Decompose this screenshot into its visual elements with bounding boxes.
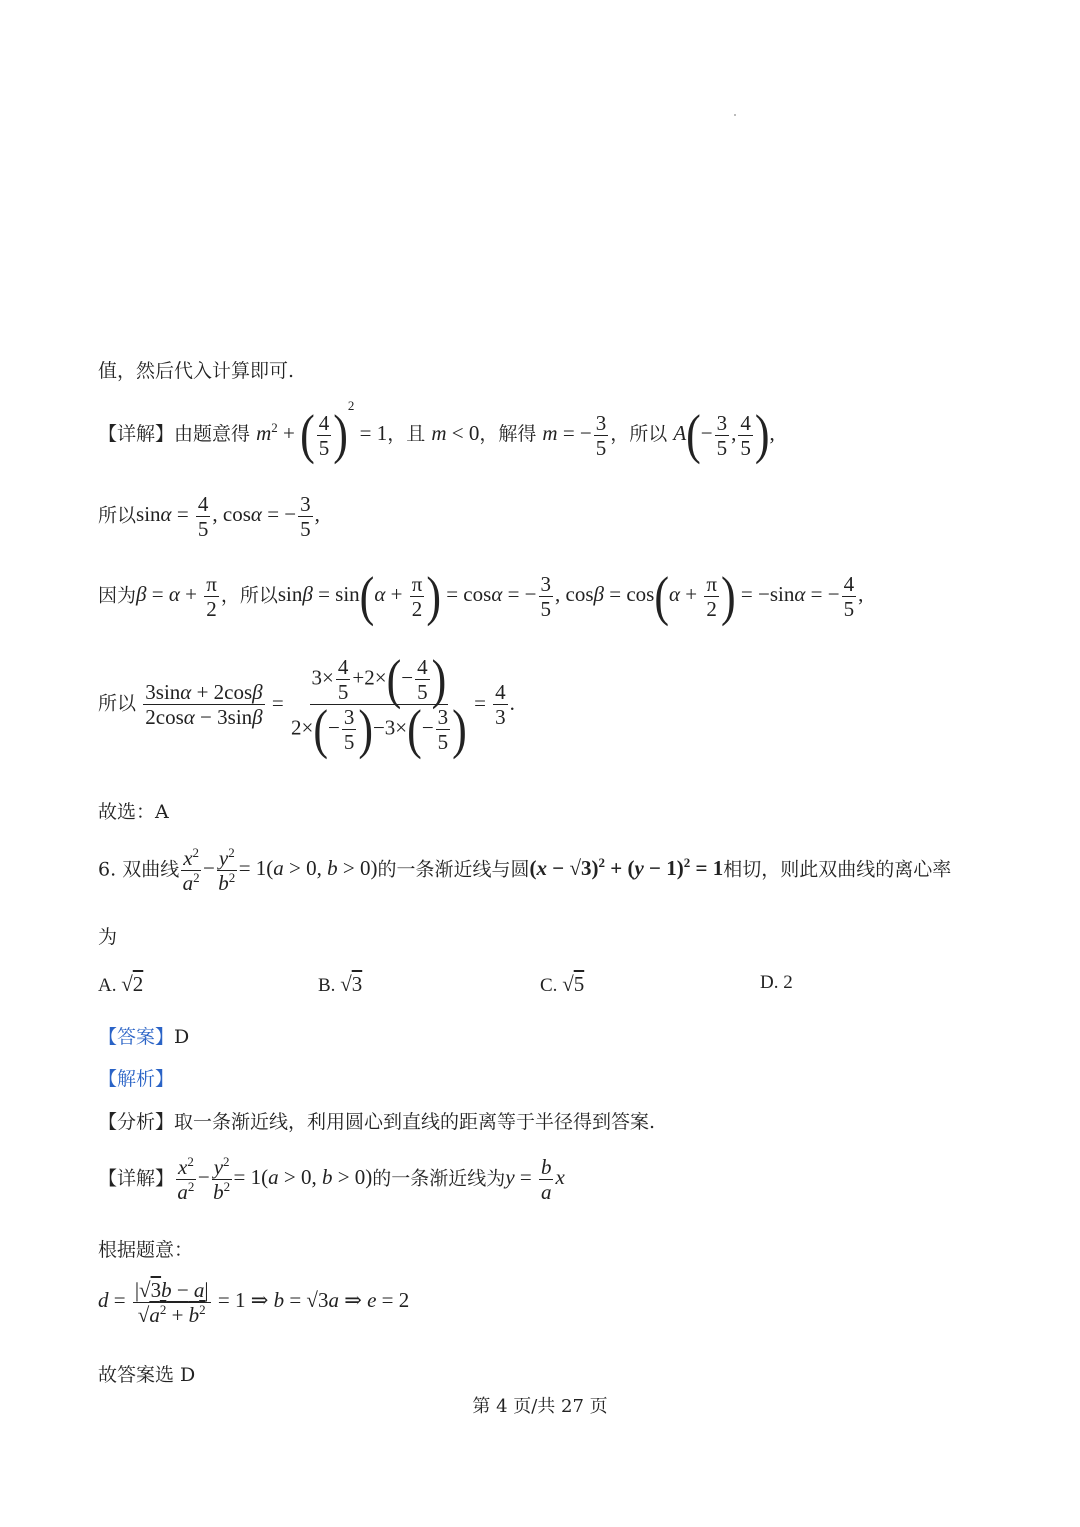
final-line: 故答案选 D (98, 1364, 196, 1386)
line-beta: 因为β = α + $\frac{\pi}{2}$ ，所以sinβ = sin(α + $\frac{\pi}{2}$ ) = cosα = − $\frac{3}{5}$ , cosβ = cos(α + $\frac{\pi}{2}$ ) = −sinα = − $\frac{4}{5}$ , (98, 565, 864, 627)
analysis-line: 【分析】取一条渐近线，利用圆心到直线的距离等于半径得到答案. (98, 1111, 656, 1133)
line-result: 所以 $\frac{3\sin\alpha + 2\cos\beta}{2\cos\alpha - 3\sin\beta}$ = 3× $\frac{4}{5}$ +2×(− $\frac{4}{5}$ ) 2×(− $\frac{3}{5}$ )−3×(− $\frac{3}{5}$ ) = $\frac{4}{3}$ . (98, 648, 515, 760)
page-footer: 第 4 页/共 27 页 (472, 1396, 608, 1417)
line-intro: 值，然后代入计算即可. (98, 360, 295, 382)
line-sin-cos: 所以sinα = $\frac{4}{5}$ , cosα = − $\frac{3}{5}$ , (98, 492, 320, 542)
question-6-cont: 为 (98, 926, 118, 948)
eq-m-squared: $m^2$ + ( $\frac{4}{5}$ )$^2$ = 1 (256, 398, 388, 466)
detail-tag: 【详解】 (98, 423, 175, 445)
analysis-tag: 【解析】 (98, 1068, 175, 1090)
question-6: 6. 双曲线 $\frac{x^2}{a^2}$ − $\frac{y^2}{b^2}$ = 1(a > 0, b > 0)的一条渐近线与圆$(x - √3)^2 + (y - 1)^2 = 1$相切，则此双曲线的离心率 (98, 845, 952, 896)
option-d: D. 2 (760, 972, 793, 993)
genju-line: 根据题意： (98, 1239, 194, 1261)
line-choose-a: 故选：A (98, 801, 169, 823)
detail-2-line: 【详解】 $\frac{x^2}{a^2}$ − $\frac{y^2}{b^2}$ = 1(a > 0, b > 0)的一条渐近线为y = $\frac{b}{a}$ x (98, 1154, 565, 1205)
line-detail-1: 【详解】由题意得 $m^2$ + ( $\frac{4}{5}$ )$^2$ = 1，且 m < 0，解得 m = − $\frac{3}{5}$ ，所以 A(− $\frac{3}{5}$ , $\frac{4}{5}$ ), (98, 398, 775, 466)
answer-line: 【答案】D (98, 1026, 190, 1048)
point-a: A(− $\frac{3}{5}$ , $\frac{4}{5}$ ), (673, 403, 775, 466)
stray-dot (734, 114, 736, 116)
option-a: A. √2 (98, 972, 144, 996)
option-c: C. √5 (540, 972, 585, 996)
option-b: B. √3 (318, 972, 363, 996)
distance-formula: d = $\frac{|√3b - a|}{√a^2 + b^2}$ = 1 ⇒ b = √3a ⇒ e = 2 (98, 1278, 410, 1328)
